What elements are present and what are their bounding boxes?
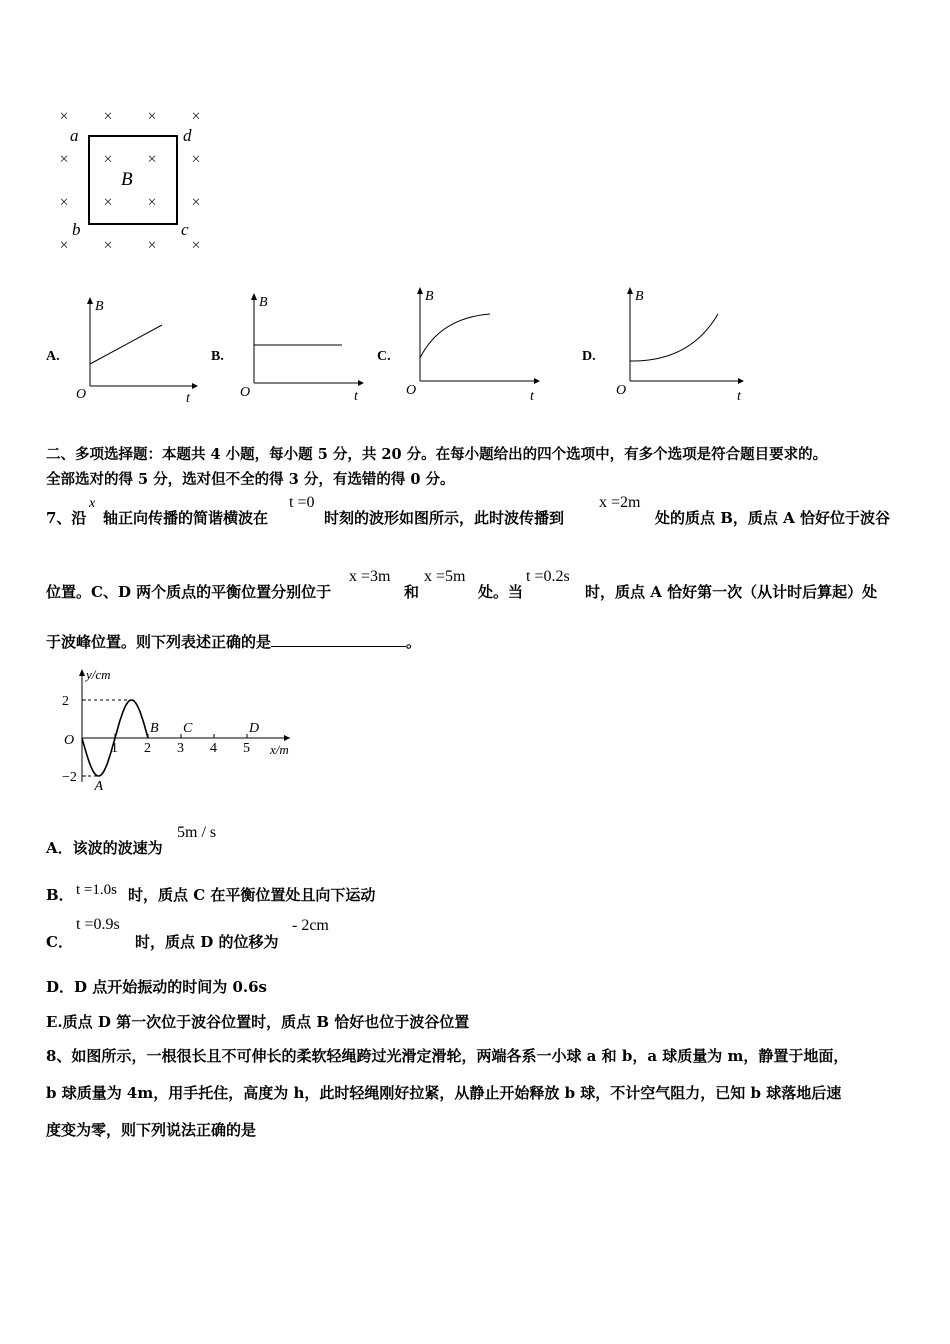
axis-label-y: B — [635, 289, 644, 304]
x-tick-label: 5 — [243, 741, 250, 756]
y-axis-arrow — [79, 669, 85, 676]
q7-text-2: 轴正向传播的简谐横波在 — [103, 509, 269, 527]
q7-text-4: 处的质点 B，质点 A 恰好位于波谷 — [655, 509, 890, 527]
origin-label: O — [406, 383, 417, 398]
x-axis-label: x/m — [270, 742, 289, 757]
q8-line-2: b 球质量为 4m，用手托住，高度为 h，此时轻绳刚好拉紧，从静止开始释放 b 球，不计空气阻力，已知 b 球落地后速 — [46, 1084, 842, 1102]
x-tick-label: 2 — [144, 741, 151, 756]
q7-text-9 — [46, 631, 421, 653]
y-axis-label: y/cm — [86, 667, 111, 682]
conductor-loop — [89, 136, 177, 224]
cross-mark: × — [191, 108, 201, 125]
cross-mark: × — [103, 108, 113, 125]
q7-option-c-label: C． — [46, 933, 73, 951]
point-label-a: A — [94, 779, 104, 794]
corner-d: d — [183, 126, 192, 145]
graph-curve — [420, 314, 490, 358]
field-label: B — [121, 169, 133, 190]
point-label-c: C — [183, 721, 193, 736]
origin-label: O — [64, 733, 75, 748]
graph-option-d-label: D. — [582, 349, 596, 364]
q7-math-t02: t =0.2s — [526, 568, 570, 585]
q7-period: 。 — [406, 633, 422, 651]
q7-math-x5: x =5m — [424, 568, 466, 585]
q7-math-x2: x =2m — [599, 494, 641, 511]
graph-option-b-label: B. — [211, 349, 224, 364]
y-tick-label: −2 — [62, 770, 77, 785]
cross-mark: × — [59, 237, 69, 254]
q7-option-b-text: 时，质点 C 在平衡位置处且向下运动 — [128, 886, 376, 904]
cross-mark: × — [103, 237, 113, 254]
cross-mark: × — [103, 151, 113, 168]
axis-label-y: B — [259, 295, 268, 310]
q7-text-8: 时，质点 A 恰好第一次（从计时后算起）处 — [585, 583, 878, 601]
graph-option-a — [70, 294, 200, 406]
magnetic-field-figure — [50, 100, 220, 260]
point-label-b: B — [150, 721, 159, 736]
q8-line-3: 度变为零，则下列说法正确的是 — [46, 1121, 257, 1139]
origin-label: O — [616, 383, 627, 398]
axis-label-y: B — [425, 289, 434, 304]
q7-text-6: 和 — [404, 583, 420, 601]
axis-label-y: B — [95, 299, 104, 314]
cross-mark: × — [147, 151, 157, 168]
q7-text-7: 处。当 — [478, 583, 524, 601]
answer-blank — [271, 632, 406, 647]
cross-mark: × — [191, 151, 201, 168]
corner-a: a — [70, 126, 79, 145]
q7-math-t0: t =0 — [289, 494, 315, 511]
cross-mark: × — [191, 237, 201, 254]
section-2-line-2: 全部选对的得 5 分，选对但不全的得 3 分，有选错的得 0 分。 — [46, 471, 455, 488]
graph-curve — [90, 325, 162, 364]
cross-mark: × — [59, 151, 69, 168]
axis-label-x: t — [186, 391, 190, 406]
q7-math-x3: x =3m — [349, 568, 391, 585]
section-2-line-1: 二、多项选择题：本题共 4 小题，每小题 5 分，共 20 分。在每小题给出的四个选项中，有多个选项是符合题目要求的。 — [46, 446, 828, 463]
graph-option-d — [610, 282, 760, 406]
cross-mark: × — [59, 108, 69, 125]
y-tick-label: 2 — [62, 694, 69, 709]
wave-figure — [52, 664, 302, 794]
x-tick-label: 1 — [111, 741, 118, 756]
q7-option-a-math: 5m / s — [177, 824, 217, 841]
axis-label-x: t — [530, 389, 534, 404]
corner-c: c — [181, 220, 189, 239]
x-axis-arrow — [284, 735, 290, 741]
axis-label-x: t — [737, 389, 741, 404]
cross-mark: × — [147, 237, 157, 254]
x-tick-label: 4 — [210, 741, 217, 756]
q7-option-e: E.质点 D 第一次位于波谷位置时，质点 B 恰好也位于波谷位置 — [46, 1013, 470, 1031]
graph-option-a-label: A. — [46, 349, 60, 364]
axis-label-x: t — [354, 389, 358, 404]
cross-mark: × — [191, 194, 201, 211]
q7-option-b-math: t =1.0s — [76, 882, 117, 898]
q7-text-1: 7、沿 — [46, 509, 87, 527]
point-label-d: D — [249, 721, 260, 736]
graph-curve — [630, 314, 718, 361]
q7-text-3: 时刻的波形如图所示，此时波传播到 — [324, 509, 565, 527]
cross-mark: × — [103, 194, 113, 211]
q7-option-c-text: 时，质点 D 的位移为 — [135, 933, 279, 951]
origin-label: O — [240, 385, 251, 400]
cross-mark: × — [147, 108, 157, 125]
graph-option-b — [234, 288, 374, 406]
q7-option-a: A．该波的波速为 — [46, 839, 163, 857]
cross-mark: × — [59, 194, 69, 211]
graph-option-c — [400, 282, 548, 406]
q7-option-b-label: B． — [46, 886, 74, 904]
q7-text-5: 位置。C、D 两个质点的平衡位置分别位于 — [46, 583, 332, 601]
q7-option-c-math2: - 2cm — [292, 917, 329, 934]
graph-option-c-label: C. — [377, 349, 391, 364]
corner-b: b — [72, 220, 81, 239]
x-tick-label: 3 — [177, 741, 184, 756]
q7-stem-end: 于波峰位置。则下列表述正确的是 — [46, 633, 272, 651]
cross-mark: × — [147, 194, 157, 211]
origin-label: O — [76, 387, 87, 402]
q7-option-d: D．D 点开始振动的时间为 0.6s — [46, 978, 268, 996]
q8-line-1: 8、如图所示，一根很长且不可伸长的柔软轻绳跨过光滑定滑轮，两端各系一小球 a 和 b，a 球质量为 m，静置于地面， — [46, 1047, 849, 1065]
q7-option-c-math: t =0.9s — [76, 916, 120, 933]
q7-math-x: x — [89, 496, 96, 511]
